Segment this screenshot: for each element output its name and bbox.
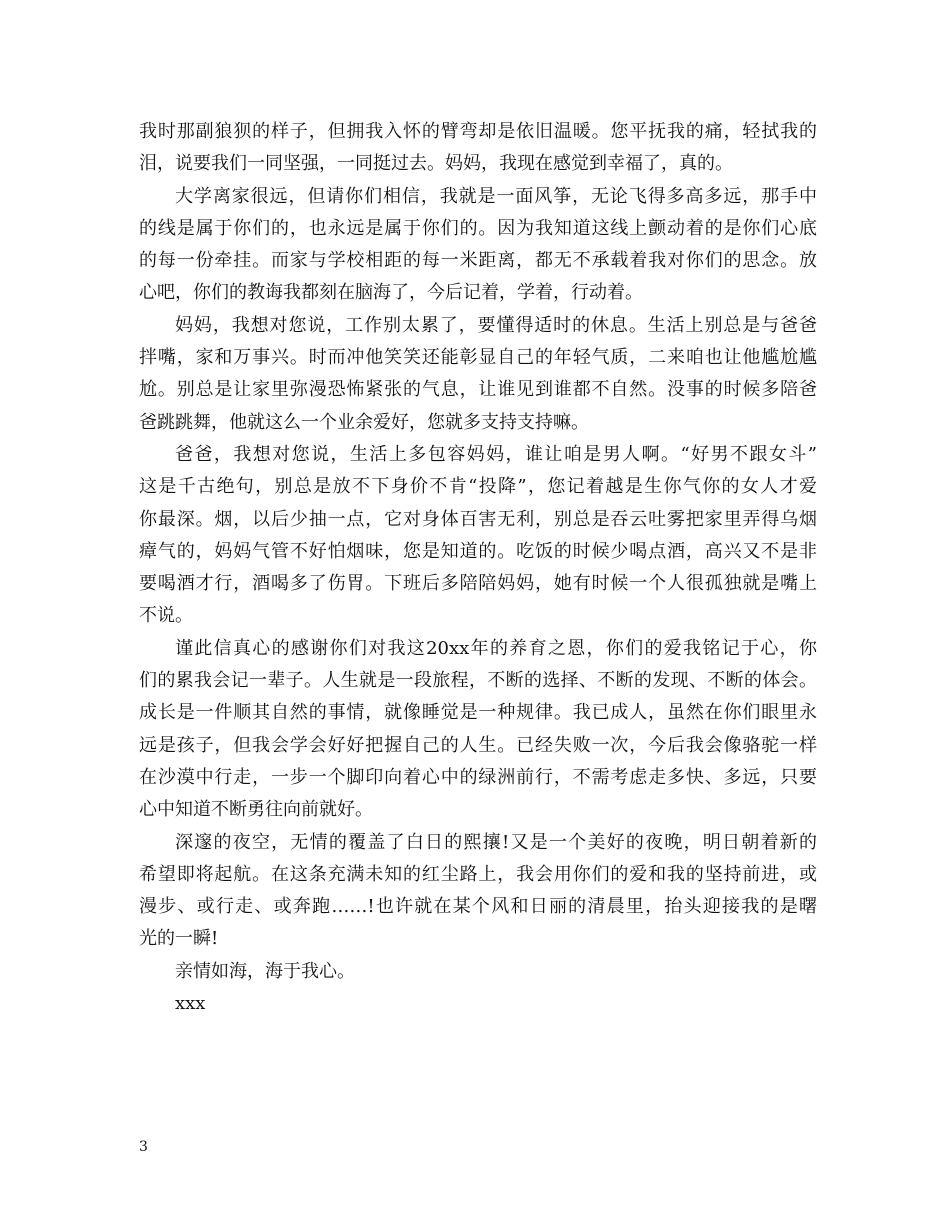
text-line: 心中知道不断勇往向前就好。 xyxy=(139,799,373,821)
text-line: 拌嘴，家和万事兴。时而冲他笑笑还能彰显自己的年轻气质，二来咱也让他尴尬尴 xyxy=(139,347,817,369)
text-line: 大学离家很远，但请你们相信，我就是一面风筝，无论飞得多高多远，那手中 xyxy=(175,185,817,207)
text-line: xxx xyxy=(175,993,206,1015)
text-line: 这是千古绝句，别总是放不下身价不肯“投降”，您记着越是生你气你的女人才爱 xyxy=(139,476,817,498)
text-line: 不说。 xyxy=(139,605,193,627)
text-line: 瘴气的，妈妈气管不好怕烟味，您是知道的。吃饭的时候少喝点酒，高兴又不是非 xyxy=(139,540,817,562)
text-line: 远是孩子，但我会学会好好把握自己的人生。已经失败一次，今后我会像骆驼一样 xyxy=(139,734,817,756)
text-line: 尬。别总是让家里弥漫恐怖紧张的气息，让谁见到谁都不自然。没事的时候多陪爸 xyxy=(139,379,817,401)
text-line: 深邃的夜空，无情的覆盖了白日的熙攘!又是一个美好的夜晚，明日朝着新的 xyxy=(175,831,817,853)
text-line: 漫步、或行走、或奔跑……!也许就在某个风和日丽的清晨里，抬头迎接我的是曙 xyxy=(139,896,817,918)
text-line: 成长是一件顺其自然的事情，就像睡觉是一种规律。我已成人，虽然在你们眼里永 xyxy=(139,702,817,724)
text-line: 爸爸，我想对您说，生活上多包容妈妈，谁让咱是男人啊。“好男不跟女斗” xyxy=(175,443,817,465)
text-line: 泪，说要我们一同坚强，一同挺过去。妈妈，我现在感觉到幸福了，真的。 xyxy=(139,153,733,175)
text-line: 的线是属于你们的，也永远是属于你们的。因为我知道这线上颤动着的是你们心底 xyxy=(139,217,817,239)
text-line: 心吧，你们的教诲我都刻在脑海了，今后记着，学着，行动着。 xyxy=(139,282,643,304)
text-line: 妈妈，我想对您说，工作别太累了，要懂得适时的休息。生活上别总是与爸爸 xyxy=(175,314,817,336)
text-line: 希望即将起航。在这条充满未知的红尘路上，我会用你们的爱和我的坚持前进，或 xyxy=(139,863,817,885)
text-line: 我时那副狼狈的样子，但拥我入怀的臂弯却是依旧温暖。您平抚我的痛，轻拭我的 xyxy=(139,121,817,142)
text-line: 要喝酒才行，酒喝多了伤胃。下班后多陪陪妈妈，她有时候一个人很孤独就是嘴上 xyxy=(139,573,817,595)
page-number: 3 xyxy=(139,1139,148,1155)
text-line: 的每一份牵挂。而家与学校相距的每一米距离，都无不承载着我对你们的思念。放 xyxy=(139,250,817,272)
text-line: 们的累我会记一辈子。人生就是一段旅程，不断的选择、不断的发现、不断的体会。 xyxy=(139,670,817,692)
text-line: 亲情如海，海于我心。 xyxy=(175,960,355,982)
text-line: 你最深。烟，以后少抽一点，它对身体百害无利，别总是吞云吐雾把家里弄得乌烟 xyxy=(139,508,817,530)
text-line: 爸跳跳舞，他就这么一个业余爱好，您就多支持支持嘛。 xyxy=(139,411,589,433)
text-line: 光的一瞬! xyxy=(139,928,219,950)
text-line: 在沙漠中行走，一步一个脚印向着心中的绿洲前行，不需考虑走多快、多远，只要 xyxy=(139,766,817,788)
text-line: 谨此信真心的感谢你们对我这20xx年的养育之恩，你们的爱我铭记于心，你 xyxy=(175,637,817,659)
letter-body xyxy=(139,116,817,1020)
